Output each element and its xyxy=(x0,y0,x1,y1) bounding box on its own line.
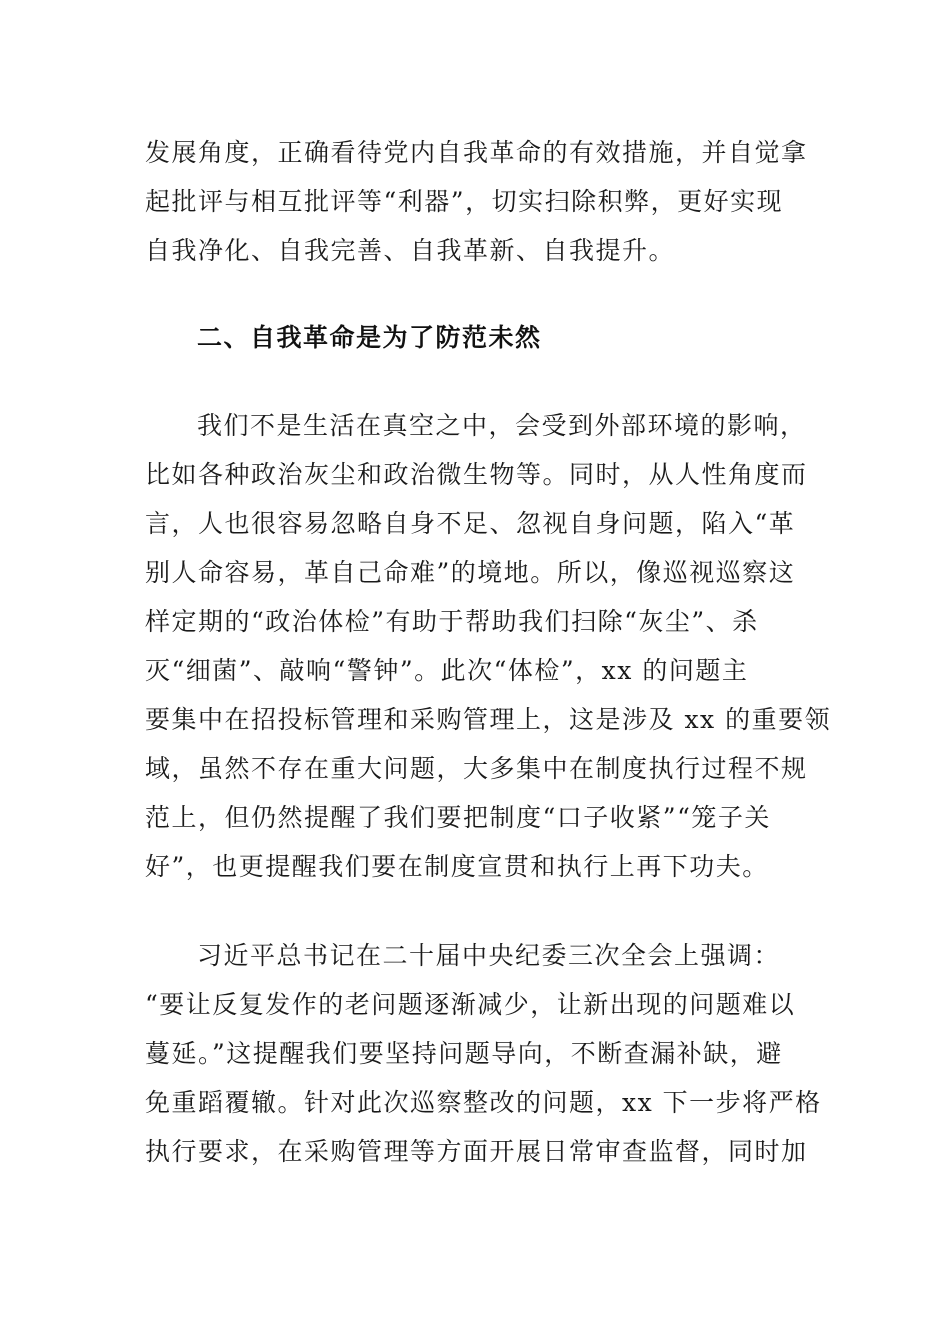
paragraph-line: 我们不是生活在真空之中，会受到外部环境的影响， xyxy=(197,411,807,440)
paragraph-line: “要让反复发作的老问题逐渐减少，让新出现的问题难以 xyxy=(145,990,796,1019)
paragraph-line: 要集中在招投标管理和采购管理上，这是涉及 xx 的重要领 xyxy=(145,705,832,734)
paragraph-line: 比如各种政治灰尘和政治微生物等。同时，从人性角度而 xyxy=(145,460,808,489)
paragraph-line: 言，人也很容易忽略自身不足、忽视自身问题，陷入“革 xyxy=(145,509,796,538)
paragraph-line: 执行要求，在采购管理等方面开展日常审查监督，同时加 xyxy=(145,1137,808,1166)
paragraph-line: 免重蹈覆辙。针对此次巡察整改的问题，xx 下一步将严格 xyxy=(145,1088,822,1117)
paragraph-line: 样定期的“政治体检”有助于帮助我们扫除“灰尘”、杀 xyxy=(145,607,759,636)
paragraph-line: 自我净化、自我完善、自我革新、自我提升。 xyxy=(145,236,676,265)
paragraph-line: 别人命容易，革自己命难”的境地。所以，像巡视巡察这 xyxy=(145,558,796,587)
section-heading: 二、自我革命是为了防范未然 xyxy=(197,323,542,352)
paragraph-line: 蔓延。”这提醒我们要坚持问题导向，不断查漏补缺，避 xyxy=(145,1039,783,1068)
paragraph-line: 灭“细菌”、敲响“警钟”。此次“体检”，xx 的问题主 xyxy=(145,656,749,685)
paragraph-line: 好”，也更提醒我们要在制度宣贯和执行上再下功夫。 xyxy=(145,852,769,881)
paragraph-line: 习近平总书记在二十届中央纪委三次全会上强调： xyxy=(197,941,781,970)
paragraph-line: 域，虽然不存在重大问题，大多集中在制度执行过程不规 xyxy=(145,754,808,783)
paragraph-line: 发展角度，正确看待党内自我革命的有效措施，并自觉拿 xyxy=(145,138,808,167)
paragraph-line: 范上，但仍然提醒了我们要把制度“口子收紧”“笼子关 xyxy=(145,803,771,832)
paragraph-line: 起批评与相互批评等“利器”，切实扫除积弊，更好实现 xyxy=(145,187,784,216)
